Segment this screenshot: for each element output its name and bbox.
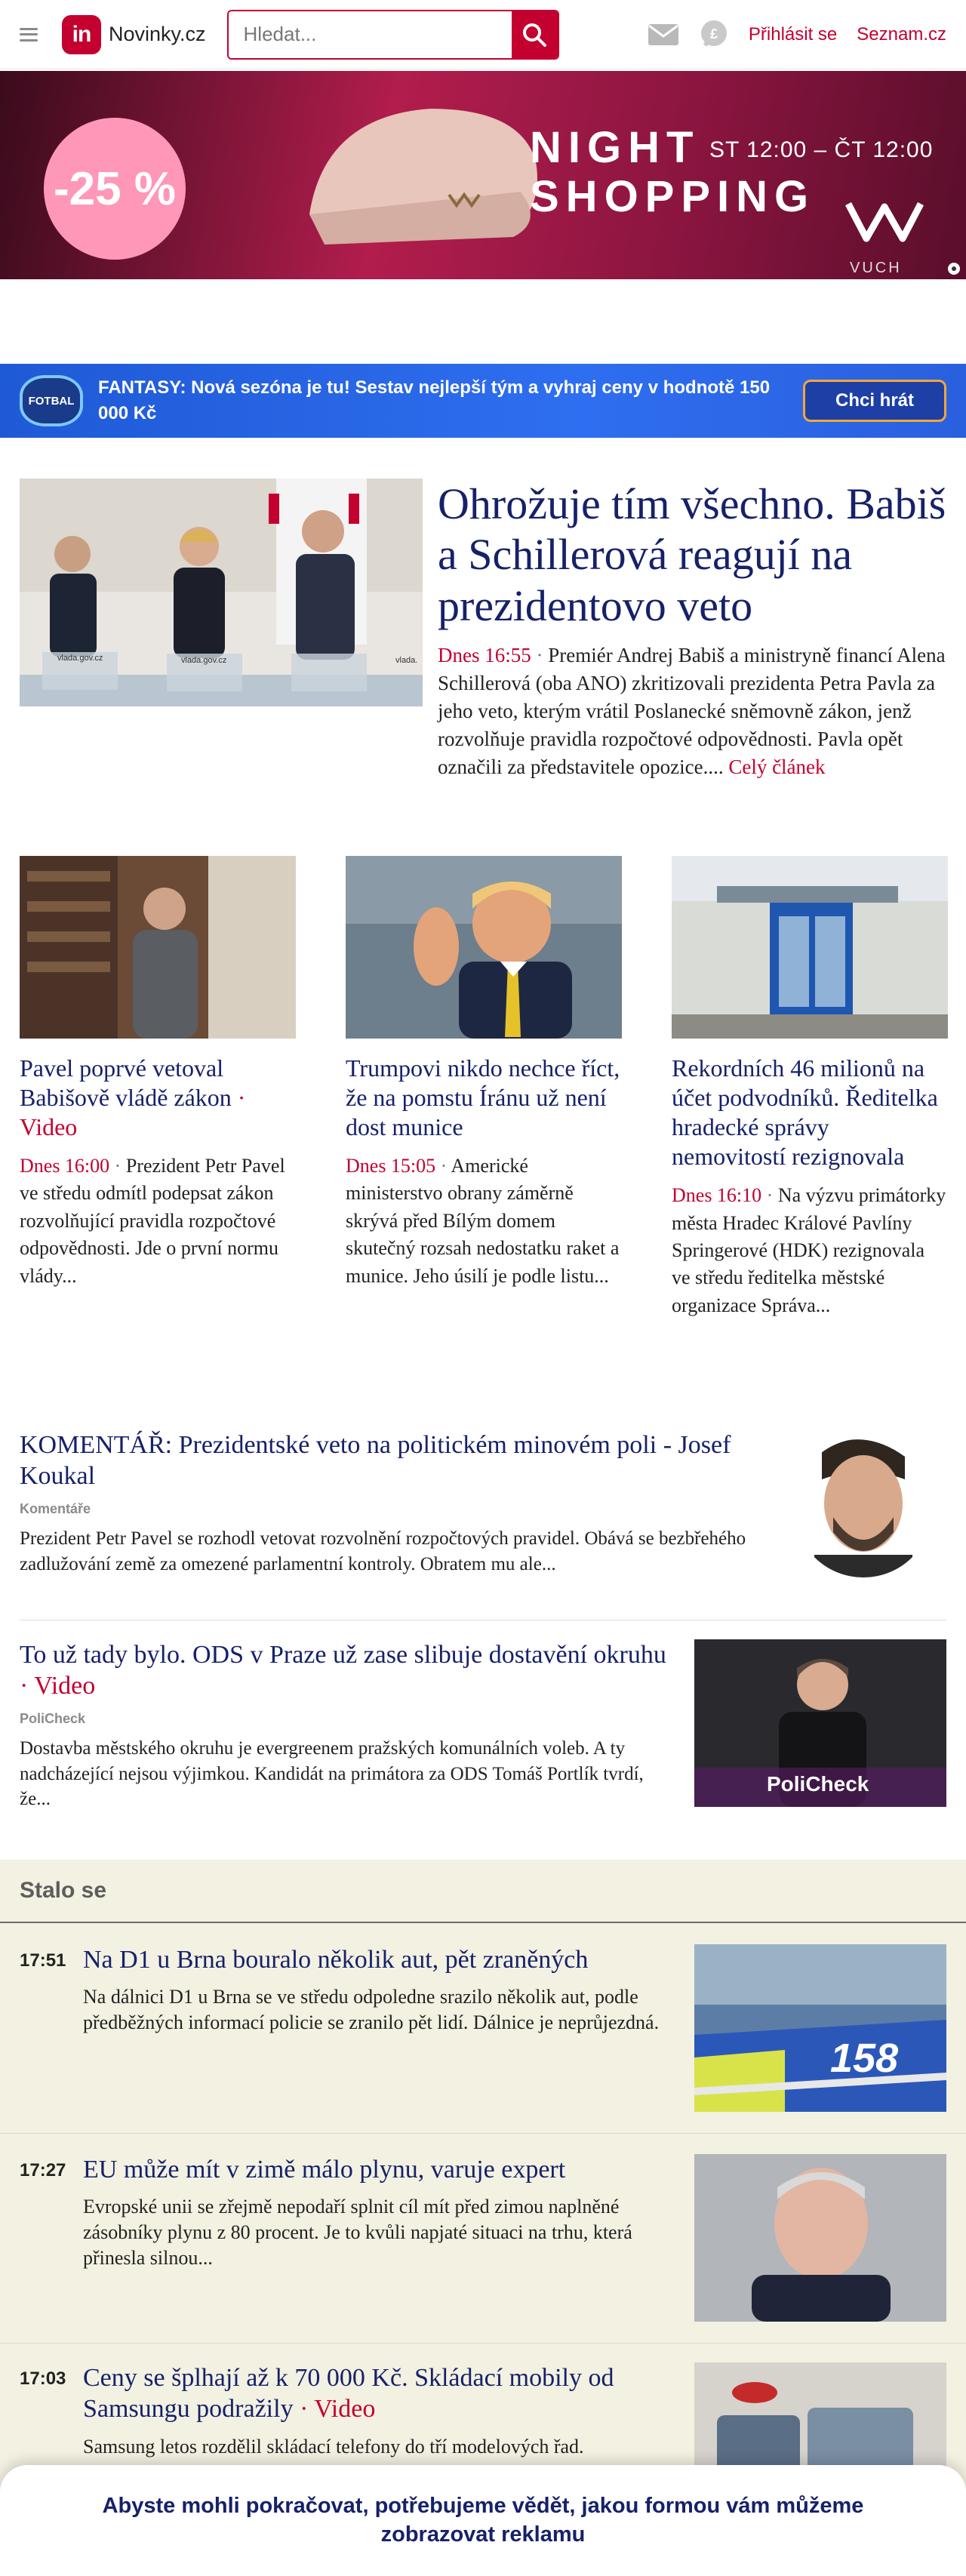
news-item[interactable] xyxy=(20,2154,946,2322)
policheck-title[interactable] xyxy=(20,1639,676,1702)
search-input[interactable] xyxy=(229,11,512,58)
title-text: Pavel poprvé vetoval Babišově vládě zákon xyxy=(20,1054,232,1112)
podium-label: vlada.gov.cz xyxy=(57,654,103,663)
news-time: 17:27 xyxy=(20,2160,66,2181)
news-title[interactable]: Na D1 u Brna bouralo několik aut, pět zraněných xyxy=(83,1946,589,1974)
commentary-perex: Prezident Petr Pavel se rozhodl vetovat rozvolnění rozpočtových pravidel. Obává se bezbřehého zadlužování země za omezené parlamentní kontroly. Obratem mu ale... xyxy=(20,1528,746,1574)
mail-icon[interactable] xyxy=(648,23,679,46)
video-badge: · Video xyxy=(20,1084,246,1141)
news-image[interactable] xyxy=(694,2154,946,2322)
title-text: To už tady bylo. ODS v Praze už zase slibuje dostavění okruhu xyxy=(20,1641,666,1669)
video-badge: · Video xyxy=(20,1672,96,1700)
news-image[interactable] xyxy=(694,1944,946,2112)
fantasy-play-button[interactable]: Chci hrát xyxy=(803,380,946,422)
commentary-title[interactable]: KOMENTÁŘ: Prezidentské veto na politickém minovém poli - Josef Koukal xyxy=(20,1431,731,1491)
full-article-link[interactable]: Celý článek xyxy=(728,755,826,778)
separator: · xyxy=(766,1184,774,1207)
ad-timeframe: ST 12:00 – ČT 12:00 xyxy=(709,137,934,162)
article-card[interactable] xyxy=(20,856,296,1319)
news-perex: Na dálnici D1 u Brna se ve středu odpoledne srazilo několik aut, podle předběžných informací policie se zranilo pět lidí. Dálnice je neprůjezdná. xyxy=(83,1986,660,2034)
article-cards xyxy=(20,856,946,1319)
news-item[interactable] xyxy=(20,1944,946,2112)
news-time: 17:03 xyxy=(20,2368,66,2389)
search-icon xyxy=(521,21,548,48)
lead-article-title[interactable]: Ohrožuje tím všechno. Babiš a Schillerová reagují na prezidentovo veto xyxy=(438,479,946,630)
podium-label: vlada. xyxy=(395,656,418,665)
article-time: Dnes 16:00 xyxy=(20,1155,110,1177)
logo-text: Novinky.cz xyxy=(109,23,206,45)
policheck-image[interactable] xyxy=(694,1639,946,1807)
news-perex: Evropské unii se zřejmě nepodaří splnit cíl mít před zimou naplněné zásobníky plynu z 80 procent. Je to kvůli napjaté situaci na trhu, která přinesla silnou... xyxy=(83,2196,632,2270)
video-badge: · Video xyxy=(300,2395,376,2424)
login-link[interactable]: Přihlásit se xyxy=(748,23,838,45)
divider xyxy=(0,2133,966,2134)
section-tag[interactable]: Komentáře xyxy=(20,1500,91,1516)
section-tag[interactable]: PoliCheck xyxy=(20,1710,86,1726)
article-time: Dnes 16:55 xyxy=(438,643,531,666)
article-card-perex xyxy=(20,1153,296,1290)
fantasy-promo[interactable] xyxy=(0,364,966,438)
perex-text: Premiér Andrej Babiš a ministryně financí Alena Schillerová (oba ANO) zkritizovali prezidenta Petra Pavla za jeho veto, kterým vrátil Poslanecké sněmovně zákon, jenž rozvolňuje pravidla rozpočtové odpovědnosti. Pavla opět označili za představitele opozice.... xyxy=(438,643,946,778)
consent-text: Abyste mohli pokračovat, potřebujeme vědět, jakou formou vám můžeme zobrazovat reklamu xyxy=(102,2493,864,2547)
article-card-title[interactable]: Rekordních 46 milionů na účet podvodníků. Ředitelka hradecké správy nemovitostí rezignovala xyxy=(672,1054,938,1171)
search-box xyxy=(227,10,559,60)
title-text: Ceny se šplhají až k 70 000 Kč. Skládací mobily od Samsungu podražily xyxy=(83,2364,614,2424)
author-avatar xyxy=(780,1430,946,1582)
article-card-image[interactable] xyxy=(672,856,948,1039)
fantasy-logo: FOTBAL xyxy=(20,375,83,426)
article-card-title[interactable] xyxy=(20,1054,296,1142)
article-card-image[interactable] xyxy=(20,856,296,1039)
news-perex: Samsung letos rozdělil skládací telefony do tří modelových řad. xyxy=(83,2435,584,2458)
lead-article[interactable] xyxy=(20,479,946,781)
ad-brand: VUCH xyxy=(850,260,902,276)
fantasy-text: FANTASY: Nová sezóna je tu! Sestav nejlepší tým a vyhraj ceny v hodnotě 150 000 Kč xyxy=(98,377,771,423)
seznam-link[interactable]: Seznam.cz xyxy=(857,23,946,45)
news-title[interactable] xyxy=(83,2362,672,2425)
lead-article-image[interactable] xyxy=(20,479,423,706)
ad-line-1: NIGHT xyxy=(530,123,700,172)
menu-icon[interactable] xyxy=(20,28,38,42)
separator: · xyxy=(114,1155,122,1177)
ad-banner[interactable] xyxy=(0,71,966,279)
separator: · xyxy=(536,643,543,666)
handbag-image xyxy=(294,101,543,252)
vuch-logo-icon xyxy=(845,196,943,249)
lead-article-perex xyxy=(438,642,946,781)
perex-text: Prezident Petr Pavel ve středu odmítl podepsat zákon rozvolňující pravidla rozpočtové odpovědnosti. Jde o první normu vlády... xyxy=(20,1155,285,1287)
article-time: Dnes 16:10 xyxy=(672,1184,762,1207)
wallet-icon[interactable] xyxy=(699,20,729,50)
svg-text:£: £ xyxy=(709,26,718,42)
policheck-logo: PoliCheck xyxy=(767,1772,869,1796)
article-time: Dnes 15:05 xyxy=(346,1155,436,1177)
logo-mark: in xyxy=(62,15,101,54)
news-time: 17:51 xyxy=(20,1950,66,1971)
site-logo[interactable] xyxy=(62,15,206,54)
ad-options-icon[interactable] xyxy=(946,261,961,276)
article-card-image[interactable] xyxy=(346,856,622,1039)
podium-label: vlada.gov.cz xyxy=(181,656,227,665)
consent-banner xyxy=(0,2465,966,2576)
article-card[interactable] xyxy=(346,856,622,1319)
policheck-article[interactable] xyxy=(20,1639,946,1812)
perex-text: Na výzvu primátorky města Hradec Králové Pavlíny Springerové (HDK) rezignovala ve středu ředitelka městské organizace Správa... xyxy=(672,1184,946,1316)
site-header xyxy=(0,0,966,69)
article-card[interactable] xyxy=(672,856,948,1319)
article-card-perex xyxy=(672,1182,948,1319)
article-card-title[interactable]: Trumpovi nikdo nechce říct, že na pomstu Íránu už není dost munice xyxy=(346,1054,620,1141)
article-card-perex xyxy=(346,1153,622,1290)
search-button[interactable] xyxy=(512,11,558,58)
separator: · xyxy=(440,1155,448,1177)
ad-line-2: SHOPPING xyxy=(530,171,816,221)
section-heading: Stalo se xyxy=(0,1860,966,1923)
ad-discount-badge: -25 % xyxy=(44,118,186,260)
news-title[interactable]: EU může mít v zimě málo plynu, varuje expert xyxy=(83,2156,566,2184)
news-image-text: 158 xyxy=(830,2036,899,2081)
policheck-perex: Dostavba městského okruhu je evergreenem pražských komunálních voleb. A ty nadcházející nejsou výjimkou. Kandidát na primátora za ODS Tomáš Portlík tvrdí, že... xyxy=(20,1737,644,1810)
perex-text: Americké ministerstvo obrany záměrně skrývá před Bílým domem skutečný rozsah nedostatku raket a munice. Jeho úsilí je podle listu... xyxy=(346,1155,620,1287)
commentary-article[interactable] xyxy=(20,1430,946,1582)
divider xyxy=(0,2343,966,2344)
